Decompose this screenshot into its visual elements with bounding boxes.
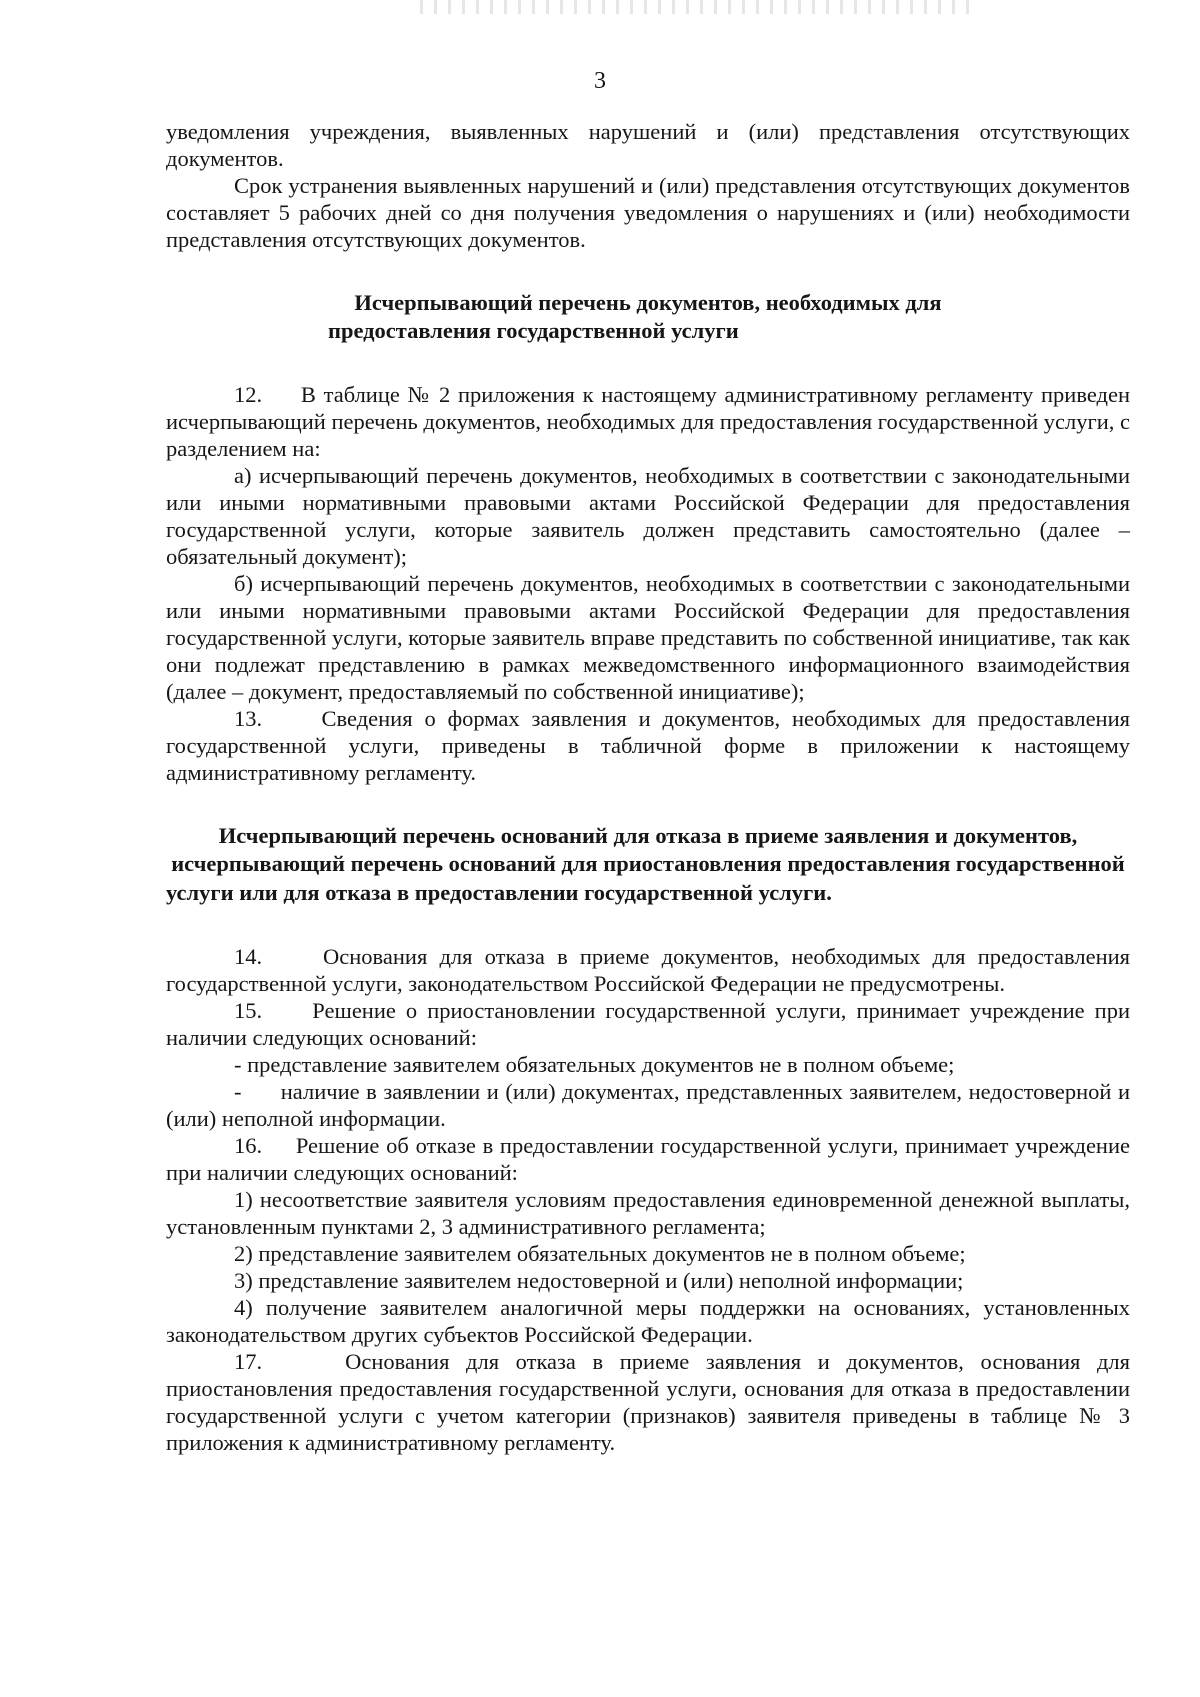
paragraph: 17. Основания для отказа в приеме заявления и документов, основания для приостановления предоставления государственной услуги, основания для отказа в предоставлении государственной услуги с учетом категории (признаков) заявителя приведены в таблице № 3 приложения к административному регламенту. <box>166 1348 1130 1455</box>
list-item: 2) представление заявителем обязательных документов не в полном объеме; <box>234 1240 966 1266</box>
list-item: - представление заявителем обязательных документов не в полном объеме; <box>234 1051 955 1077</box>
paragraph: 16. Решение об отказе в предоставлении государственной услуги, принимает учреждение при наличии следующих оснований: <box>166 1132 1130 1185</box>
section-heading: Исчерпывающий перечень документов, необходимых для предоставления государственной услуги <box>328 290 942 344</box>
list-item: - наличие в заявлении и (или) документах, представленных заявителем, недостоверной и (или) неполной информации. <box>166 1078 1130 1131</box>
paragraph: 15. Решение о приостановлении государственной услуги, принимает учреждение при наличии следующих оснований: <box>166 997 1130 1050</box>
scan-artifact <box>420 0 980 14</box>
document-body <box>166 118 1130 1456</box>
list-item: 4) получение заявителем аналогичной меры поддержки на основаниях, установленных законодательством других субъектов Российской Федерации. <box>166 1294 1130 1347</box>
section-heading: Исчерпывающий перечень оснований для отказа в приеме заявления и документов, исчерпывающий перечень оснований для приостановления предоставления государственной услуги или для отказа в предоставлении государственной услуги. <box>166 823 1125 905</box>
paragraph: б) исчерпывающий перечень документов, необходимых в соответствии с законодательными или иными нормативными правовыми актами Российской Федерации для предоставления государственной услуги, которые заявитель вправе представить по собственной инициативе, так как они подлежат представлению в рамках межведомственного информационного взаимодействия (далее – документ, предоставляемый по собственной инициативе); <box>166 571 1130 705</box>
paragraph: Срок устранения выявленных нарушений и (или) представления отсутствующих документов составляет 5 рабочих дней со дня получения уведомления о нарушениях и (или) необходимости представления отсутствующих документов. <box>166 173 1130 252</box>
list-item: 1) несоответствие заявителя условиям предоставления единовременной денежной выплаты, установленным пунктами 2, 3 административного регламента; <box>166 1186 1130 1239</box>
page-number: 3 <box>594 68 606 94</box>
list-item: 3) представление заявителем недостоверной и (или) неполной информации; <box>234 1267 964 1293</box>
paragraph: уведомления учреждения, выявленных нарушений и (или) представления отсутствующих документов. <box>166 119 1130 171</box>
paragraph: а) исчерпывающий перечень документов, необходимых в соответствии с законодательными или иными нормативными правовыми актами Российской Федерации для предоставления государственной услуги, которые заявитель должен представить самостоятельно (далее – обязательный документ); <box>166 463 1130 570</box>
paragraph: 13. Сведения о формах заявления и документов, необходимых для предоставления государственной услуги, приведены в табличной форме в приложении к настоящему административному регламенту. <box>166 706 1130 786</box>
paragraph: 12. В таблице № 2 приложения к настоящему административному регламенту приведен исчерпывающий перечень документов, необходимых для предоставления государственной услуги, с разделением на: <box>166 382 1130 462</box>
paragraph: 14. Основания для отказа в приеме документов, необходимых для предоставления государственной услуги, законодательством Российской Федерации не предусмотрены. <box>166 943 1130 996</box>
